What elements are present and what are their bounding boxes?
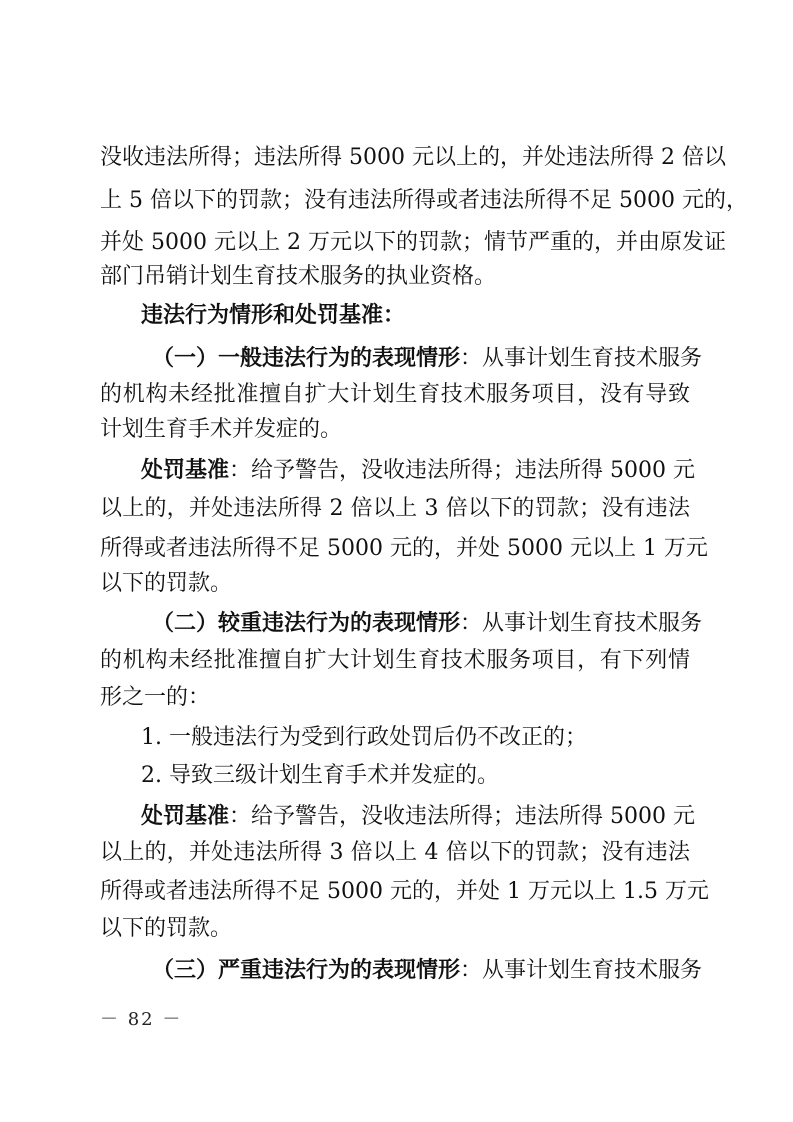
body-line: 以下的罚款。	[100, 916, 233, 941]
list-item: 2. 导致三级计划生育手术并发症的。	[141, 763, 499, 788]
case-heading-line	[152, 343, 703, 373]
page-number: － 82 －	[100, 1009, 183, 1030]
body-line: 所得或者违法所得不足 5000 元的，并处 1 万元以上 1.5 万元	[100, 879, 709, 904]
case-text: ：从事计划生育技术服务	[460, 611, 703, 636]
penalty-text: ：给予警告，没收违法所得；违法所得 5000 元	[229, 804, 695, 829]
penalty-line	[141, 455, 695, 485]
penalty-text: ：给予警告，没收违法所得；违法所得 5000 元	[229, 458, 695, 483]
case-text: ：从事计划生育技术服务	[460, 958, 703, 983]
body-line: 以下的罚款。	[100, 571, 233, 596]
case-heading-line	[152, 955, 703, 985]
section-heading: 违法行为情形和处罚基准：	[141, 302, 406, 328]
body-line: 的机构未经批准擅自扩大计划生育技术服务项目，没有导致	[100, 382, 690, 407]
case-label-serious: （二）较重违法行为的表现情形	[152, 610, 461, 636]
body-line: 上 5 倍以下的罚款；没有违法所得或者违法所得不足 5000 元的，	[100, 188, 748, 213]
case-label-general: （一）一般违法行为的表现情形	[152, 345, 461, 371]
case-text: ：从事计划生育技术服务	[460, 346, 703, 371]
body-line: 没收违法所得；违法所得 5000 元以上的，并处违法所得 2 倍以	[100, 145, 726, 170]
body-line: 以上的，并处违法所得 2 倍以上 3 倍以下的罚款；没有违法	[100, 496, 690, 521]
body-line: 计划生育手术并发症的。	[100, 417, 343, 442]
body-line: 部门吊销计划生育技术服务的执业资格。	[100, 264, 497, 289]
penalty-line	[141, 801, 695, 831]
case-heading-line	[152, 608, 703, 638]
list-item: 1. 一般违法行为受到行政处罚后仍不改正的；	[141, 725, 587, 750]
body-line: 以上的，并处违法所得 3 倍以上 4 倍以下的罚款；没有违法	[100, 840, 690, 865]
penalty-label: 处罚基准	[141, 803, 230, 829]
penalty-label: 处罚基准	[141, 457, 230, 483]
body-line: 所得或者违法所得不足 5000 元的，并处 5000 元以上 1 万元	[100, 536, 708, 561]
body-line: 的机构未经批准擅自扩大计划生育技术服务项目，有下列情	[100, 648, 690, 673]
body-line: 形之一的：	[100, 685, 211, 710]
body-line: 并处 5000 元以上 2 万元以下的罚款；情节严重的，并由原发证	[100, 230, 726, 255]
case-label-severe: （三）严重违法行为的表现情形	[152, 957, 461, 983]
